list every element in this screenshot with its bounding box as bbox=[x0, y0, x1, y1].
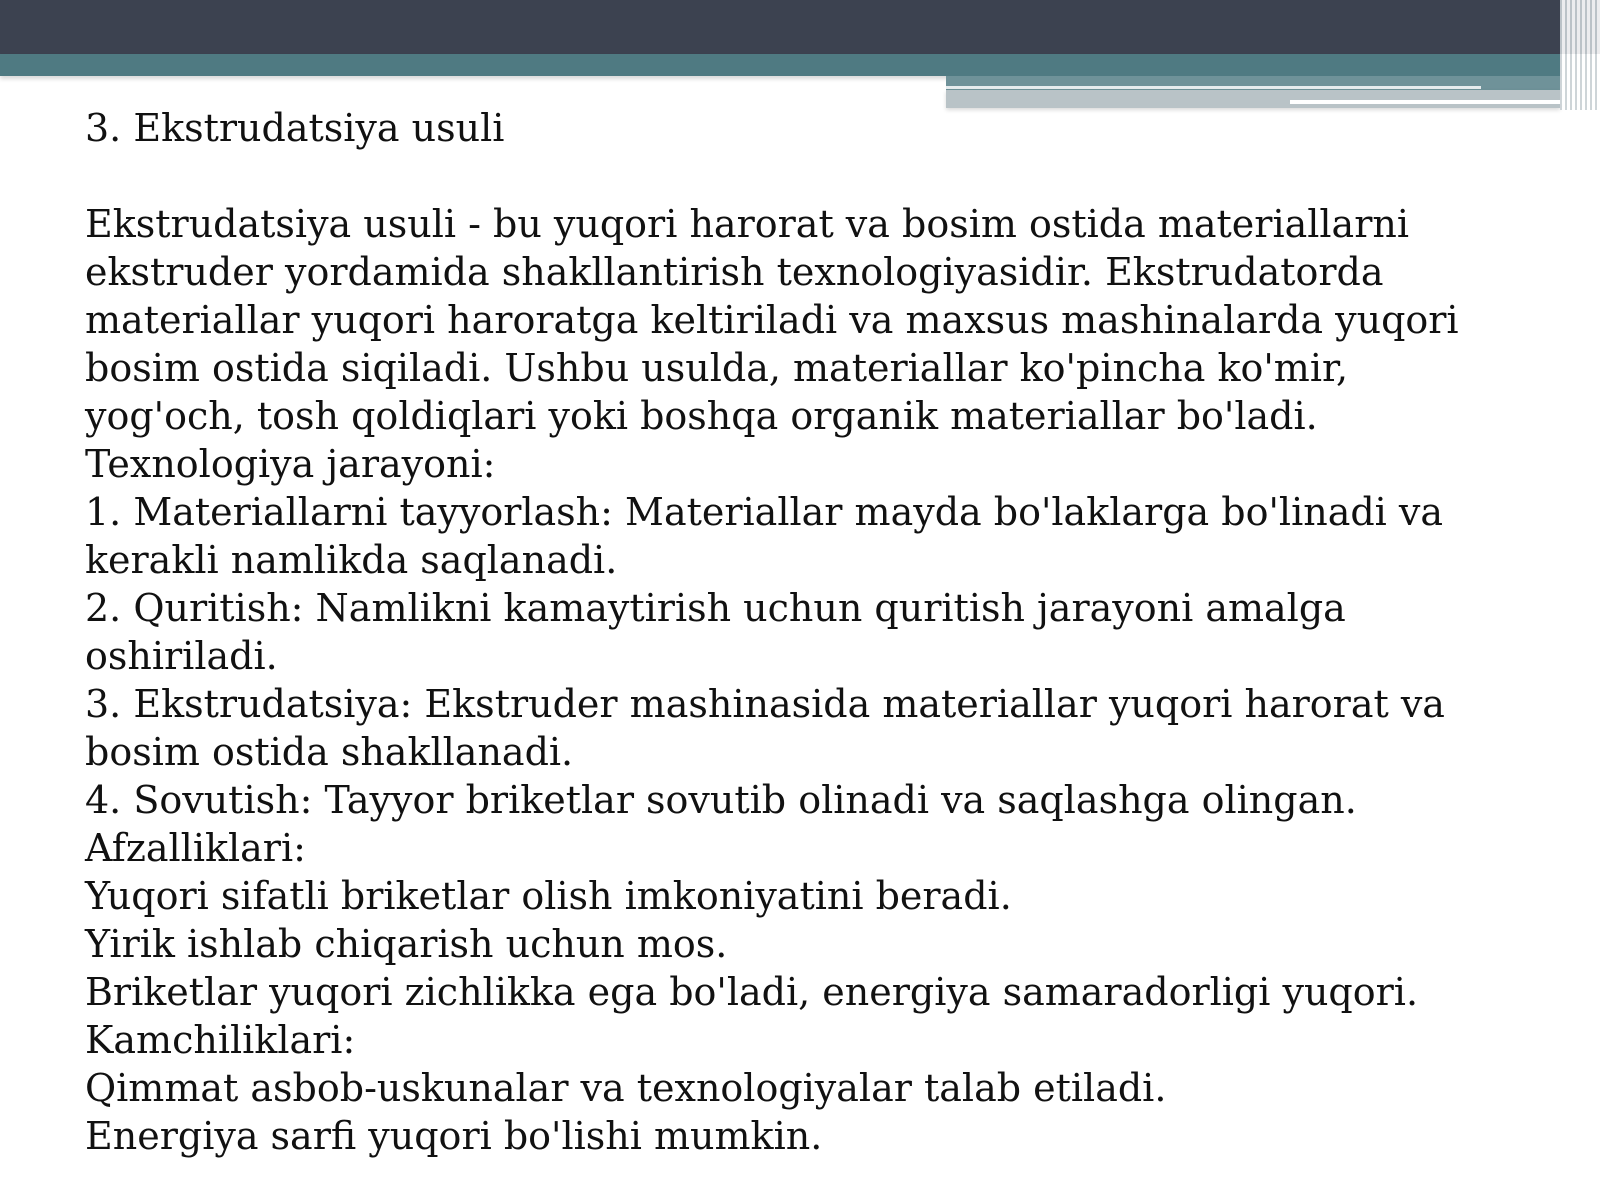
paragraph-line: materiallar yuqori haroratga keltiriladi va maxsus mashinalarda yuqori bbox=[85, 298, 1459, 342]
process-line: 2. Quritish: Namlikni kamaytirish uchun quritish jarayoni amalga bbox=[85, 586, 1346, 630]
paragraph-line: ekstruder yordamida shakllantirish texnologiyasidir. Ekstrudatorda bbox=[85, 250, 1384, 294]
header-right-stripes bbox=[1560, 0, 1600, 110]
process-title: Texnologiya jarayoni: bbox=[85, 442, 496, 486]
header-thin-line bbox=[946, 86, 1481, 89]
process-line: kerakli namlikda saqlanadi. bbox=[85, 538, 618, 582]
process-line: bosim ostida shakllanadi. bbox=[85, 730, 574, 774]
advantage-item: Yuqori sifatli briketlar olish imkoniyatini beradi. bbox=[85, 874, 1012, 918]
paragraph-line: bosim ostida siqiladi. Ushbu usulda, materiallar ko'pincha ko'mir, bbox=[85, 346, 1349, 390]
slide-heading: 3. Ekstrudatsiya usuli bbox=[85, 106, 505, 150]
process-line: 1. Materiallarni tayyorlash: Materiallar mayda bo'laklarga bo'linadi va bbox=[85, 490, 1444, 534]
spacer bbox=[85, 152, 1555, 200]
paragraph-line: Ekstrudatsiya usuli - bu yuqori harorat va bosim ostida materiallarni bbox=[85, 202, 1410, 246]
advantages-title: Afzalliklari: bbox=[85, 826, 306, 870]
process-line: 4. Sovutish: Tayyor briketlar sovutib olinadi va saqlashga olingan. bbox=[85, 778, 1357, 822]
process-line: oshiriladi. bbox=[85, 634, 278, 678]
process-line: 3. Ekstrudatsiya: Ekstruder mashinasida materiallar yuqori harorat va bbox=[85, 682, 1445, 726]
slide-content bbox=[85, 104, 1555, 1160]
advantage-item: Yirik ishlab chiqarish uchun mos. bbox=[85, 922, 728, 966]
disadvantages-title: Kamchiliklari: bbox=[85, 1018, 356, 1062]
paragraph-line: yog'och, tosh qoldiqlari yoki boshqa organik materiallar bo'ladi. bbox=[85, 394, 1318, 438]
advantage-item: Briketlar yuqori zichlikka ega bo'ladi, energiya samaradorligi yuqori. bbox=[85, 970, 1419, 1014]
disadvantage-item: Energiya sarfi yuqori bo'lishi mumkin. bbox=[85, 1114, 823, 1158]
header-band-dark bbox=[0, 0, 1600, 54]
header-band-teal bbox=[0, 54, 1560, 76]
disadvantage-item: Qimmat asbob-uskunalar va texnologiyalar talab etiladi. bbox=[85, 1066, 1167, 1110]
